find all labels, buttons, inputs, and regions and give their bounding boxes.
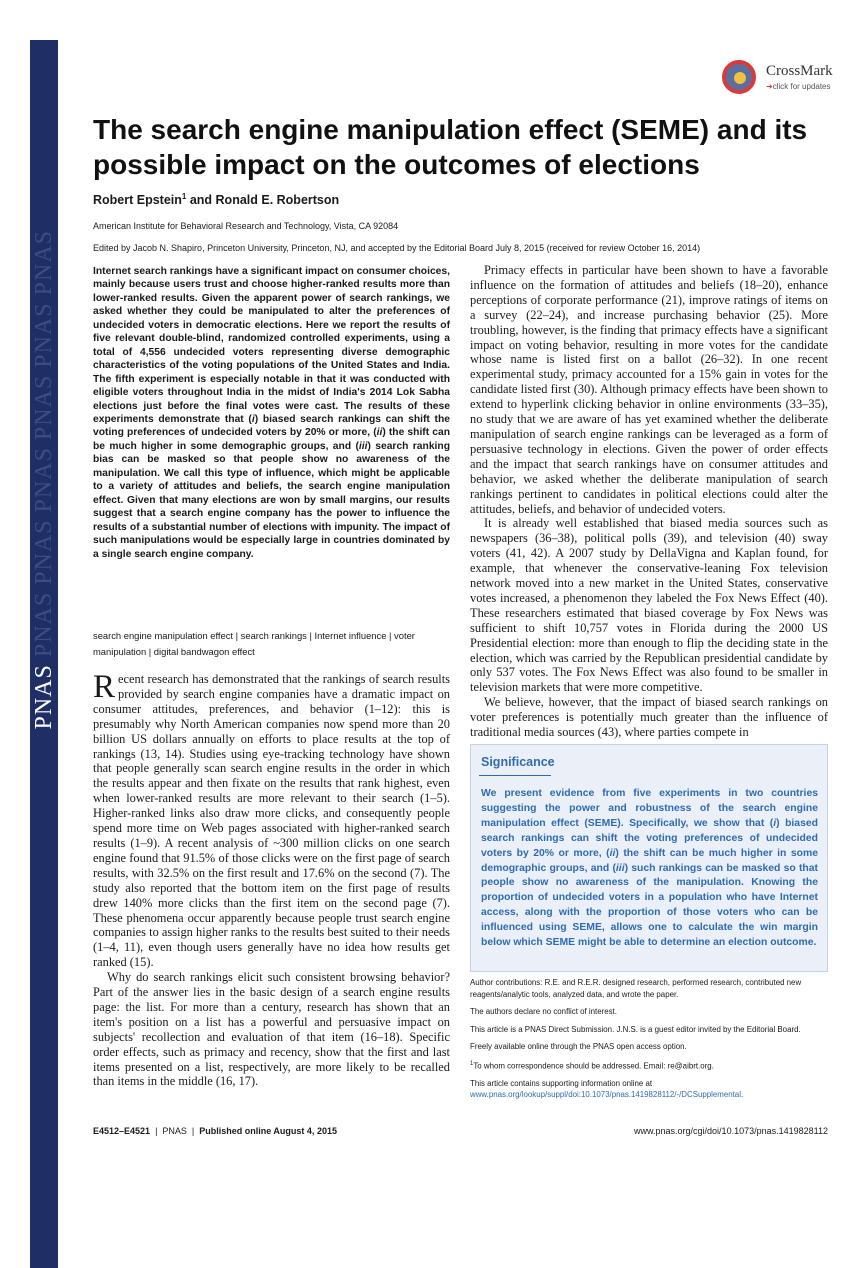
body-text-left bbox=[93, 669, 450, 1089]
note-contributions: Author contributions: R.E. and R.E.R. designed research, performed research, contributed new reagents/analytic tools, analyzed data, and wrote the paper. bbox=[470, 978, 802, 999]
abstract: Internet search rankings have a significant impact on consumer choices, mainly because users trust and choose higher-ranked results more than lower-ranked results. Given the apparent power of search rankings, we asked whether they could be manipulated to alter the preferences of undecided voters in democratic elections. Here we report the results of five relevant double-blind, randomized controlled experiments, using a total of 4,556 undecided voters representing diverse demographic characteristics of the voting populations of the United States and India. The fifth experiment is especially notable in that it was conducted with eligible voters throughout India in the midst of India's 2014 Lok Sabha elections just before the final votes were cast. The results of these experiments demonstrate that (i) biased search rankings can shift the voting preferences of undecided voters by 20% or more, (ii) the shift can be much higher in some demographic groups, and (iii) search ranking bias can be masked so that people show no awareness of the manipulation. We call this type of influence, which might be applicable to a variety of attitudes and beliefs, the search engine manipulation effect. Given that many elections are won by small margins, our results suggest that a search engine company has the power to influence the results of a substantial number of elections with impunity. The impact of such manipulations would be especially large in countries dominated by a single search engine company. bbox=[93, 266, 450, 560]
note-conflict: The authors declare no conflict of interest. bbox=[470, 1007, 617, 1016]
crossmark-icon bbox=[722, 60, 756, 94]
pnas-strip-ghost: PNAS PNAS PNAS PNAS PNAS PNAS bbox=[31, 230, 57, 658]
paragraph: It is already well established that biased media sources such as newspapers (36–38), political polls (39), and television (40) sway voters (41, 42). A 2007 study by DellaVigna and Kaplan found, for example, that whenever the conservative-leaning Fox television network moved into a new market in the United States, conservative votes increased, a phenomenon they labeled the Fox News Effect (40). These researchers estimated that biased coverage by Fox News was sufficient to shift 10,757 votes in Florida during the 2000 US Presidential election: more than enough to flip the deciding state in the election, which was carried by the Republican presidential candidate by only 537 votes. The Fox News Effect was also found to be smaller in television markets that were more competitive. bbox=[470, 516, 828, 695]
author-affil-sup: 1 bbox=[181, 192, 187, 201]
editorial-note: Edited by Jacob N. Shapiro, Princeton University, Princeton, NJ, and accepted by the Editorial Board July 8, 2015 (received for review October 16, 2014) bbox=[93, 243, 701, 253]
article-notes bbox=[470, 977, 828, 1107]
significance-box bbox=[470, 744, 828, 972]
significance-heading: Significance bbox=[481, 755, 555, 769]
paragraph: Why do search rankings elicit such consistent browsing behavior? Part of the answer lies in the basic design of a search engine results page: the list. For more than a century, research has shown that an item's position on a list has a powerful and persuasive impact on subjects' recollection and evaluation of that item (16–18). Specific order effects, such as primacy and recency, show that the first and last items presented on a list, respectively, are more likely to be recalled than items in the middle (16, 17). bbox=[93, 970, 450, 1089]
author-2: and Ronald E. Robertson bbox=[186, 193, 340, 208]
author-line bbox=[93, 192, 339, 207]
footer-journal: PNAS bbox=[162, 1126, 187, 1136]
paragraph: Recent research has demonstrated that the rankings of search results provided by search engine companies have a dramatic impact on consumer attitudes, preferences, and behavior (1–12): this is presumably why North American companies now spend more than 20 billion US dollars annually on efforts to place results at the top of rankings (13, 14). Studies using eye-tracking technology have shown that people generally scan search engine results in the order in which the results appear and then fixate on the results that rank highest, even when lower-ranked results are more relevant to their search (1–5). Higher-ranked links also draw more clicks, and consequently people spend more time on Web pages associated with higher-ranked search results (1–9). A recent analysis of ~300 million clicks on one search engine found that 91.5% of those clicks were on the first page of search results, with 32.5% on the first result and 17.6% on the second (7). The study also reported that the bottom item on the first page of results drew 140% more clicks than the first item on the second page (7). These phenomena occur apparently because people trust search engine companies to assign higher ranks to the results best suited to their needs (1–4, 11), even though users generally have no idea how results get ranked (15). bbox=[93, 669, 450, 970]
note-submission: This article is a PNAS Direct Submission. J.N.S. is a guest editor invited by the Editorial Board. bbox=[470, 1024, 801, 1034]
footer-doi-url[interactable]: www.pnas.org/cgi/doi/10.1073/pnas.1419828112 bbox=[634, 1126, 828, 1136]
crossmark-title: CrossMark bbox=[766, 63, 833, 79]
footer-pages: E4512–E4521 bbox=[93, 1126, 151, 1136]
drop-cap: R bbox=[93, 669, 116, 705]
supporting-info-link[interactable]: www.pnas.org/lookup/suppl/doi:10.1073/pnas.1419828112/-/DCSupplemental bbox=[470, 1090, 741, 1100]
footer-citation: E4512–E4521 | PNAS | Published online August 4, 2015 bbox=[93, 1126, 337, 1136]
significance-text: We present evidence from five experiments in two countries suggesting the power and robustness of the search engine manipulation effect (SEME). Specifically, we show that (i) biased search rankings can shift the voting preferences of undecided voters by 20% or more, (ii) the shift can be much higher in some demographic groups, and (iii) such rankings can be masked so that people show no awareness of the manipulation. Knowing the proportion of undecided voters in a population who have Internet access, along with the proportion of those voters who can be influenced using SEME, allows one to calculate the win margin below which SEME might be able to determine an election outcome. bbox=[481, 788, 818, 949]
significance-rule bbox=[479, 775, 551, 776]
pnas-strip-solid: PNAS bbox=[31, 664, 57, 730]
crossmark-badge[interactable] bbox=[722, 58, 842, 100]
article-title: The search engine manipulation effect (SEME) and its possible impact on the outcomes of elections bbox=[93, 114, 808, 180]
note-correspondence: $^1$To whom correspondence should be addressed. Email: re@aibrt.org. bbox=[470, 1060, 714, 1071]
crossmark-subtitle: ➜click for updates bbox=[766, 82, 831, 91]
affiliation: American Institute for Behavioral Research and Technology, Vista, CA 92084 bbox=[93, 221, 399, 231]
note-supporting-info: This article contains supporting information online at www.pnas.org/lookup/suppl/doi:10.1073/pnas.1419828112/-/DCSupplemental. bbox=[470, 1078, 744, 1100]
pnas-strip-wordmark bbox=[31, 230, 57, 730]
note-access: Freely available online through the PNAS open access option. bbox=[470, 1042, 687, 1051]
pnas-side-strip bbox=[30, 40, 58, 1268]
paragraph: We believe, however, that the impact of biased search rankings on voter preferences is potentially much greater than the influence of traditional media sources (43), where parties compete in bbox=[470, 695, 828, 740]
footer-published: Published online August 4, 2015 bbox=[199, 1126, 337, 1136]
body-text-right bbox=[470, 263, 828, 740]
author-1: Robert Epstein bbox=[93, 193, 182, 208]
keywords: search engine manipulation effect | search rankings | Internet influence | voter manipulation | digital bandwagon effect bbox=[93, 630, 415, 657]
paragraph: Primacy effects in particular have been shown to have a favorable influence on the formation of attitudes and beliefs (18–20), enhance perceptions of corporate performance (21), improve ratings of items on a survey (22–24), and increase purchasing behavior (25). More troubling, however, is the finding that primacy effects have a significant impact on voting behavior, resulting in more votes for the candidate whose name is listed first on a ballot (26–32). In one recent experimental study, primacy accounted for a 15% gain in votes for the candidate listed first (30). Although primacy effects have been shown to extend to hyperlink clicking behavior in online environments (33–35), no study that we are aware of has yet examined whether the deliberate manipulation of search engine rankings can be leveraged as a form of persuasive technology in elections. Given the power of order effects and the impact that search rankings have on consumer attitudes and behavior, we asked whether the deliberate manipulation of search rankings pertinent to candidates in political elections could alter the attitudes, beliefs, and behavior of undecided voters. bbox=[470, 263, 828, 516]
